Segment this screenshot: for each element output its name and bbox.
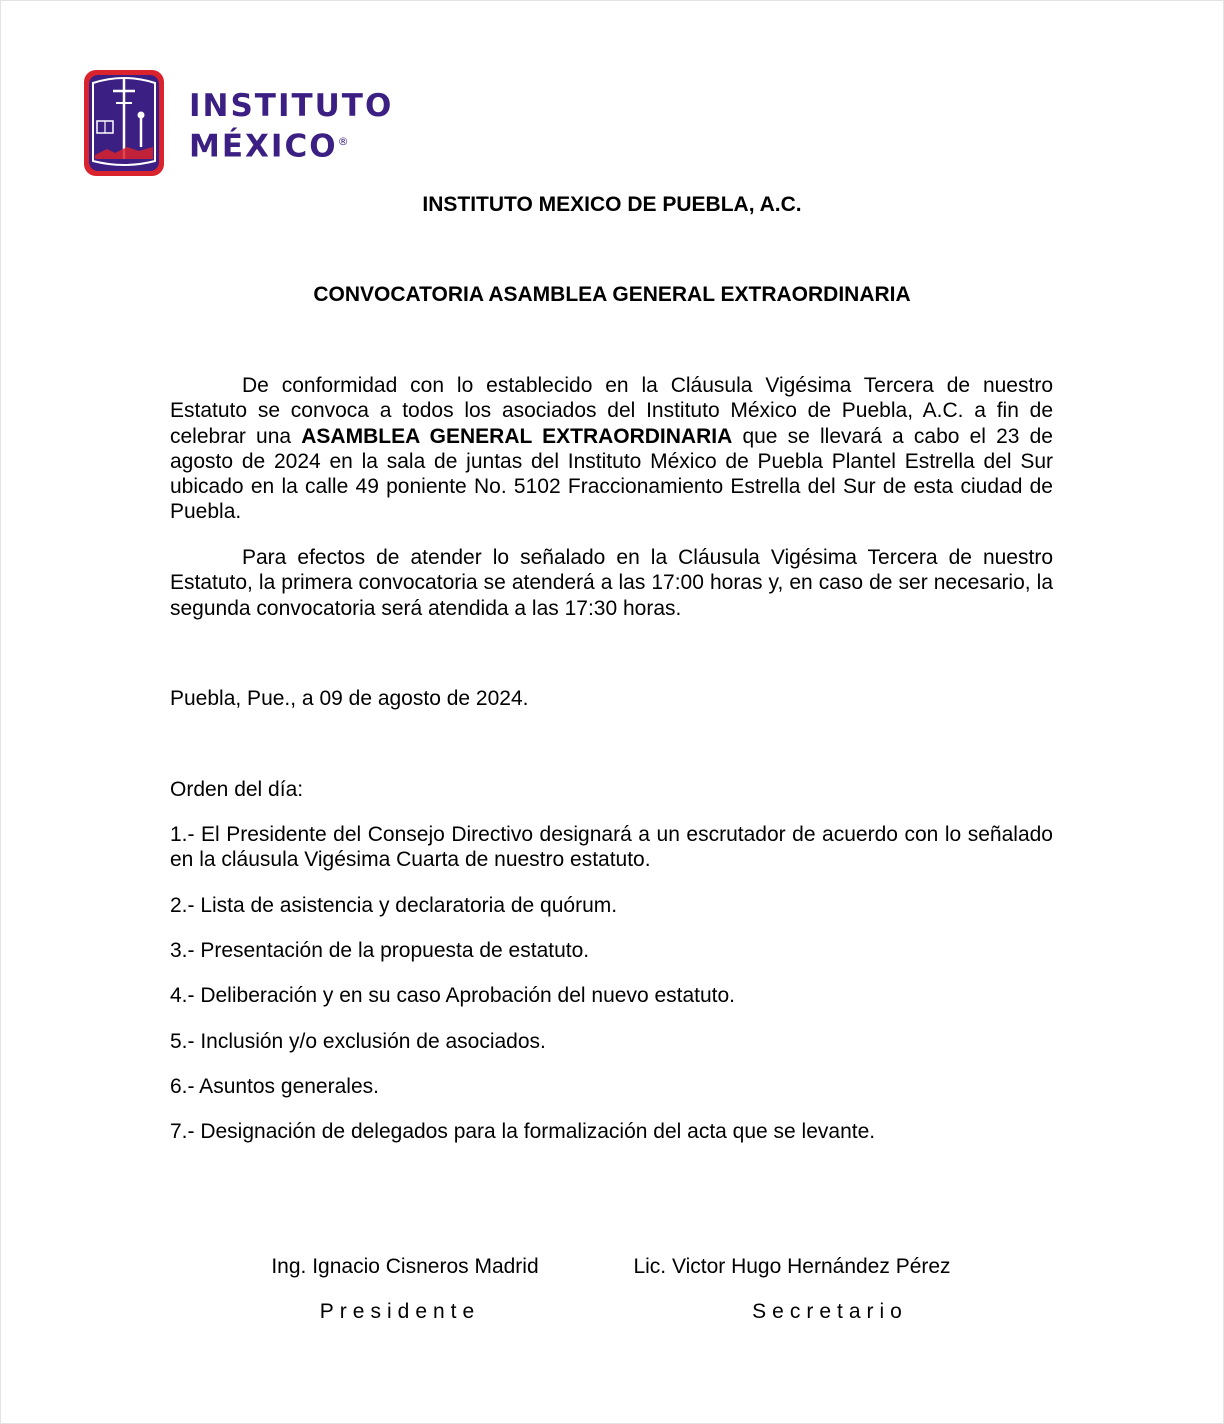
agenda-heading: Orden del día: xyxy=(170,778,304,801)
logo-line-2 xyxy=(189,126,393,165)
institute-logo xyxy=(83,69,394,181)
signature-right-name: Lic. Victor Hugo Hernández Pérez xyxy=(633,1255,951,1278)
paragraph-2: Para efectos de atender lo señalado en la Cláusula Vigésima Tercera de nuestro Estatuto, la primera convocatoria se atenderá a las 17:00 horas y, en caso de ser necesario, la segunda convocatoria será atendida a las 17:30 horas. xyxy=(170,546,1053,620)
agenda-item-4: 4.- Deliberación y en su caso Aprobación del nuevo estatuto. xyxy=(170,984,736,1007)
crest-icon xyxy=(83,69,167,179)
place-date: Puebla, Pue., a 09 de agosto de 2024. xyxy=(170,687,529,710)
doc-title: CONVOCATORIA ASAMBLEA GENERAL EXTRAORDINARIA xyxy=(313,283,911,306)
org-title: INSTITUTO MEXICO DE PUEBLA, A.C. xyxy=(422,193,802,216)
paragraph-1-text-b: que se llevará a cabo el 23 de agosto de 2024 en la sala de juntas del Instituto México de Puebla Plantel Estrella del Sur ubicado en la calle 49 poniente No. 5102 Fraccionamiento Estrella del Sur de esta ciudad de Puebla. xyxy=(170,424,1053,524)
agenda-item-1: 1.- El Presidente del Consejo Directivo designará a un escrutador de acuerdo con lo señalado en la cláusula Vigésima Cuarta de nuestro estatuto. xyxy=(170,823,1053,872)
logo-line-1: INSTITUTO xyxy=(189,88,394,124)
signature-left-name: Ing. Ignacio Cisneros Madrid xyxy=(271,1255,539,1278)
agenda-item-5: 5.- Inclusión y/o exclusión de asociados. xyxy=(170,1030,546,1053)
agenda-item-2: 2.- Lista de asistencia y declaratoria de quórum. xyxy=(170,894,618,917)
registered-mark: ® xyxy=(337,135,349,148)
signature-right-role: Secretario xyxy=(752,1300,908,1323)
agenda-item-3: 3.- Presentación de la propuesta de estatuto. xyxy=(170,939,590,962)
logo-line-2-text: MÉXICO xyxy=(189,128,338,165)
agenda-item-6: 6.- Asuntos generales. xyxy=(170,1075,379,1098)
agenda-item-7: 7.- Designación de delegados para la formalización del acta que se levante. xyxy=(170,1120,876,1143)
paragraph-1-text-a: De conformidad con lo establecido en la Cláusula Vigésima Tercera de nuestro Estatuto se convoca a todos los asociados del Instituto México de Puebla, A.C. a fin de celebrar una xyxy=(170,374,1053,448)
signature-left-role: Presidente xyxy=(319,1300,481,1323)
paragraph-1-bold: ASAMBLEA GENERAL EXTRAORDINARIA xyxy=(301,424,733,448)
logo-wordmark xyxy=(189,88,394,165)
paragraph-1 xyxy=(170,373,1053,525)
